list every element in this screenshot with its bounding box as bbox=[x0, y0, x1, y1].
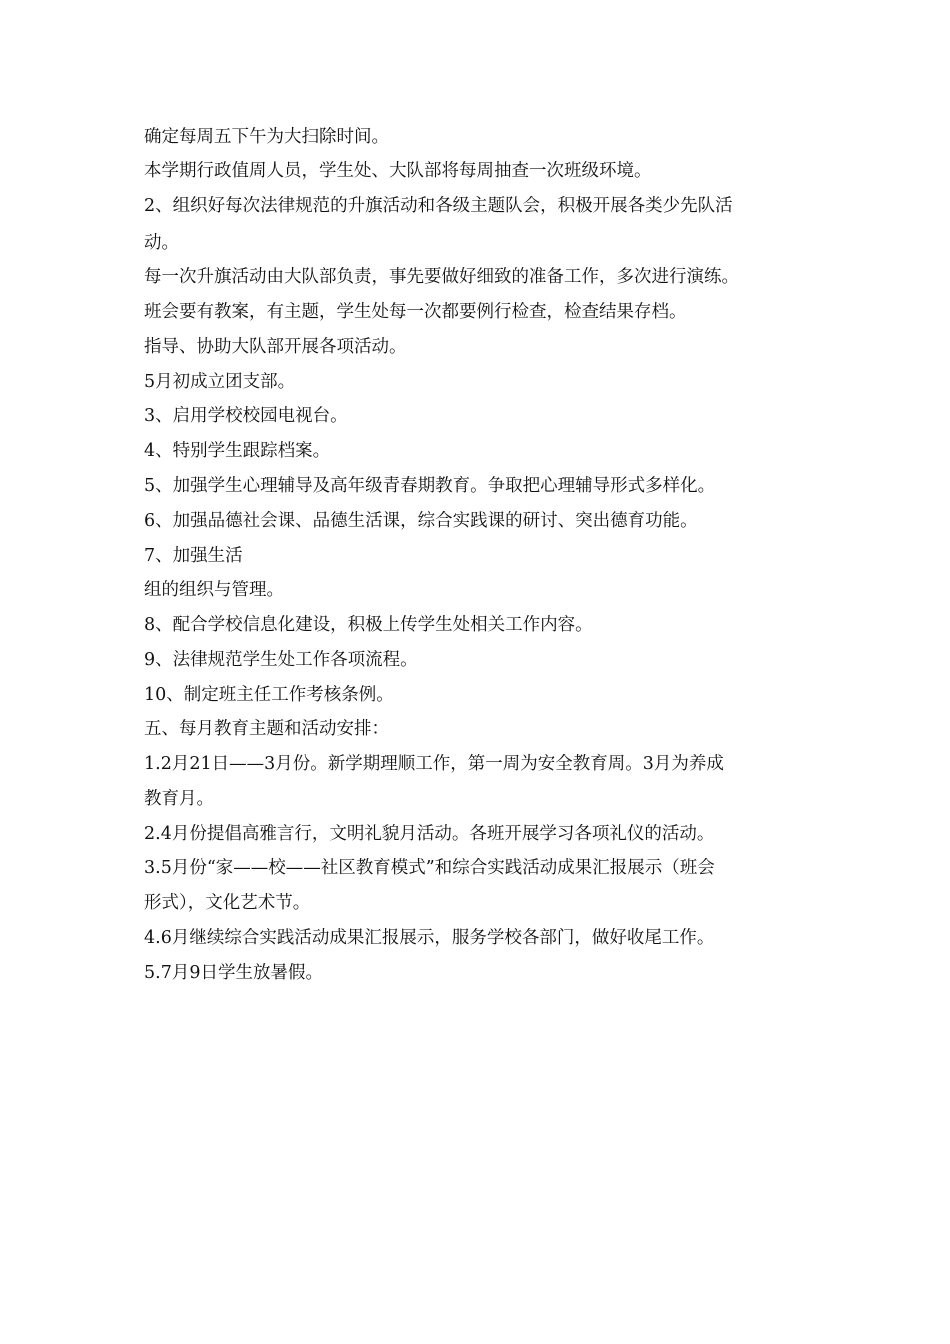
text-line: 10、制定班主任工作考核条例。 bbox=[144, 685, 394, 705]
text-line: 形式），文化艺术节。 bbox=[144, 893, 311, 913]
text-line: 3、启用学校校园电视台。 bbox=[144, 406, 348, 426]
text-line: 组的组织与管理。 bbox=[144, 580, 284, 600]
text-line: 5、加强学生心理辅导及高年级青春期教育。争取把心理辅导形式多样化。 bbox=[144, 476, 716, 496]
text-line: 5月初成立团支部。 bbox=[144, 372, 296, 392]
text-line: 确定每周五下午为大扫除时间。 bbox=[144, 127, 389, 147]
text-line: 4.6月继续综合实践活动成果汇报展示，服务学校各部门，做好收尾工作。 bbox=[144, 928, 715, 948]
text-line: 班会要有教案，有主题，学生处每一次都要例行检查，检查结果存档。 bbox=[144, 302, 687, 322]
text-line: 6、加强品德社会课、品德生活课，综合实践课的研讨、突出德育功能。 bbox=[144, 511, 698, 531]
text-line: 1.2月21日——3月份。新学期理顺工作，第一周为安全教育周。3月为养成 bbox=[144, 754, 724, 774]
section-heading: 五、每月教育主题和活动安排： bbox=[144, 719, 389, 739]
text-line: 5.7月9日学生放暑假。 bbox=[144, 963, 323, 983]
text-line: 2.4月份提倡高雅言行，文明礼貌月活动。各班开展学习各项礼仪的活动。 bbox=[144, 824, 715, 844]
text-line: 7、加强生活 bbox=[144, 546, 243, 566]
text-line: 教育月。 bbox=[144, 789, 214, 809]
text-line: 每一次升旗活动由大队部负责，事先要做好细致的准备工作，多次进行演练。 bbox=[144, 267, 739, 287]
text-line: 9、法律规范学生处工作各项流程。 bbox=[144, 650, 418, 670]
text-line: 指导、协助大队部开展各项活动。 bbox=[144, 337, 407, 357]
text-line: 本学期行政值周人员，学生处、大队部将每周抽查一次班级环境。 bbox=[144, 161, 652, 181]
text-line: 3.5月份“家——校——社区教育模式”和综合实践活动成果汇报展示（班会 bbox=[144, 858, 715, 878]
text-line: 2、组织好每次法律规范的升旗活动和各级主题队会，积极开展各类少先队活 bbox=[144, 196, 733, 216]
text-line: 4、特别学生跟踪档案。 bbox=[144, 441, 331, 461]
text-line: 动。 bbox=[144, 233, 179, 253]
text-line: 8、配合学校信息化建设，积极上传学生处相关工作内容。 bbox=[144, 615, 593, 635]
